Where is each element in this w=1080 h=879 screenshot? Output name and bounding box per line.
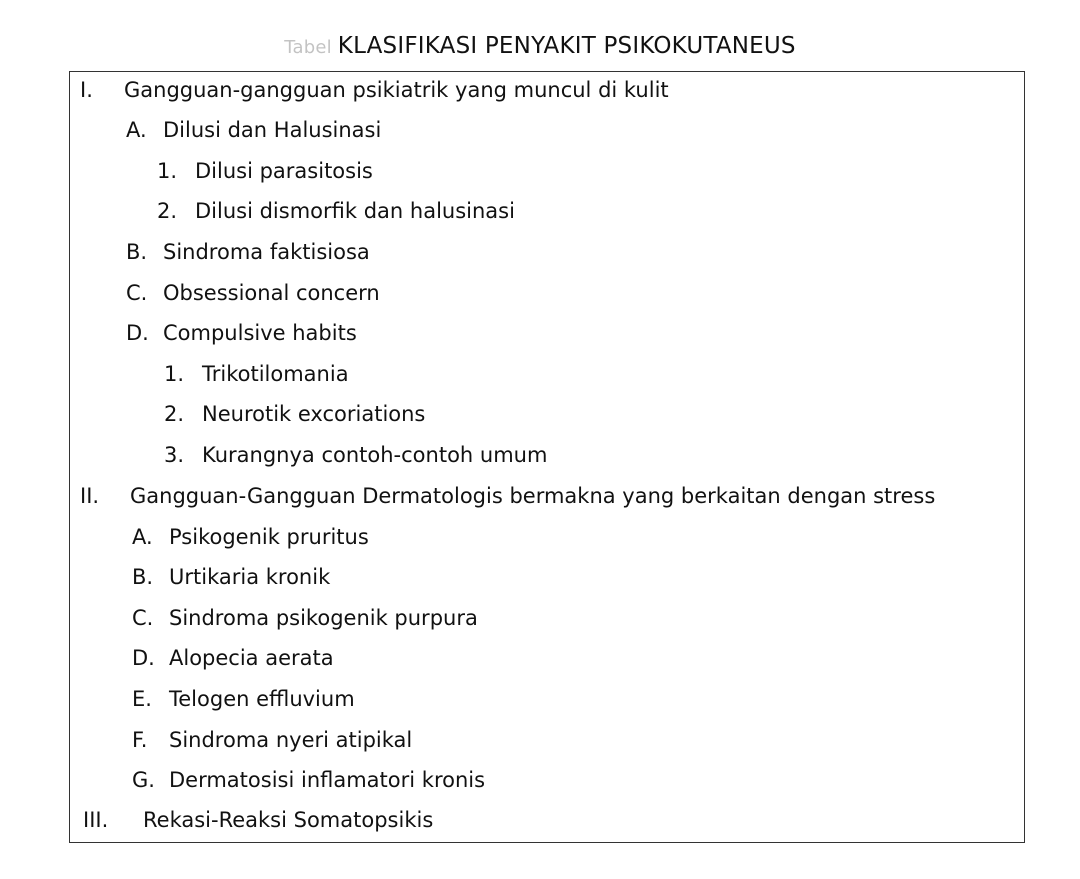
outline-text: Obsessional concern <box>163 281 380 305</box>
outline-marker: B. <box>132 565 154 589</box>
outline-text: Trikotilomania <box>202 362 349 386</box>
outline-text: Sindroma psikogenik purpura <box>169 606 478 630</box>
outline-text: Telogen effluvium <box>169 687 355 711</box>
outline-text: Gangguan-Gangguan Dermatologis bermakna yang berkaitan dengan stress <box>130 484 936 508</box>
outline-text: Compulsive habits <box>163 321 357 345</box>
outline-marker: D. <box>126 321 149 345</box>
outline-marker: F. <box>132 728 148 752</box>
outline-text: Kurangnya contoh-contoh umum <box>202 443 548 467</box>
outline-marker: B. <box>126 240 148 264</box>
outline-text: Sindroma nyeri atipikal <box>169 728 413 752</box>
outline-marker: 2. <box>164 402 185 426</box>
outline-marker: C. <box>126 281 148 305</box>
outline-marker: I. <box>80 78 93 102</box>
outline-text: Rekasi-Reaksi Somatopsikis <box>143 808 434 832</box>
outline-marker: 1. <box>164 362 185 386</box>
outline-marker: E. <box>132 687 152 711</box>
outline-text: Gangguan-gangguan psikiatrik yang muncul di kulit <box>124 78 669 102</box>
page-title <box>0 33 1080 59</box>
outline-text: Neurotik excoriations <box>202 402 426 426</box>
outline-text: Dilusi parasitosis <box>195 159 373 183</box>
title-text: KLASIFIKASI PENYAKIT PSIKOKUTANEUS <box>337 33 796 59</box>
outline-text: Dermatosisi inflamatori kronis <box>169 768 486 792</box>
outline-text: Alopecia aerata <box>169 646 334 670</box>
outline-marker: II. <box>80 484 100 508</box>
outline-marker: 1. <box>157 159 178 183</box>
outline-marker: 3. <box>164 443 185 467</box>
outline-text: Dilusi dan Halusinasi <box>163 118 382 142</box>
outline-marker: D. <box>132 646 155 670</box>
outline-text: Dilusi dismorfik dan halusinasi <box>195 199 515 223</box>
outline-text: Urtikaria kronik <box>169 565 331 589</box>
outline-text: Sindroma faktisiosa <box>163 240 370 264</box>
outline-text: Psikogenik pruritus <box>169 525 369 549</box>
outline-marker: G. <box>132 768 155 792</box>
title-prefix: Tabel <box>284 37 332 58</box>
outline-marker: A. <box>126 118 147 142</box>
outline-marker: III. <box>83 808 109 832</box>
outline-marker: 2. <box>157 199 178 223</box>
outline-marker: C. <box>132 606 154 630</box>
outline-marker: A. <box>132 525 153 549</box>
